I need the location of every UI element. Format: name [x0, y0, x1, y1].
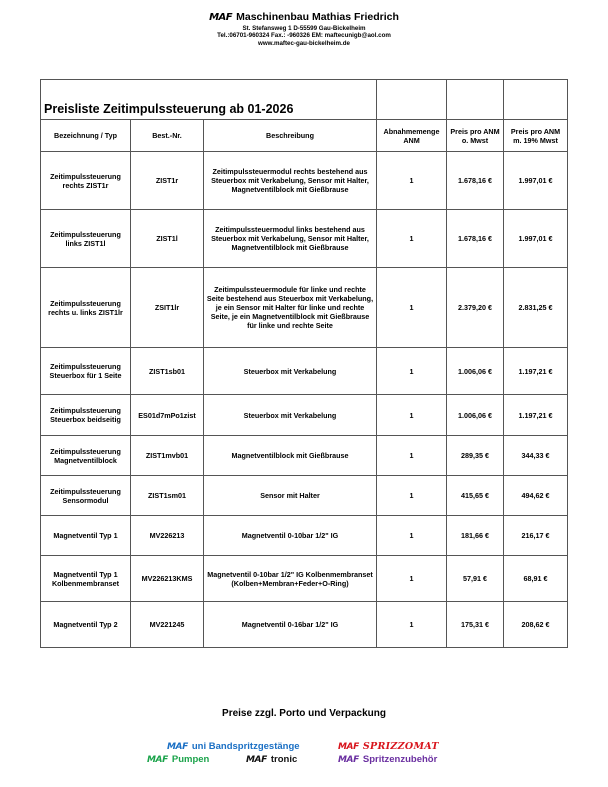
maf-logo: MAF	[246, 755, 267, 765]
cell-price-gross: 216,17 €	[504, 516, 568, 556]
cell-beschreibung: Magnetventil 0-10bar 1/2" IG Kolbenmembranset (Kolben+Membran+Feder+O-Ring)	[204, 556, 377, 602]
maf-logo: MAF	[338, 742, 359, 752]
table-title: Preisliste Zeitimpulssteuerung ab 01-2026	[41, 80, 377, 120]
table-row	[41, 348, 568, 395]
empty-cell	[377, 80, 447, 120]
brand-text: SPRIZZOMAT	[362, 741, 439, 752]
brand-spritzenzubehoer	[338, 754, 437, 765]
cell-price-net: 415,65 €	[447, 476, 504, 516]
cell-beschreibung: Steuerbox mit Verkabelung	[204, 348, 377, 395]
table-row	[41, 152, 568, 210]
brand-text: tronic	[270, 754, 298, 765]
cell-bestnr: ZIST1sb01	[131, 348, 204, 395]
cell-qty: 1	[377, 516, 447, 556]
cell-qty: 1	[377, 556, 447, 602]
company-name: Maschinenbau Mathias Friedrich	[236, 11, 399, 23]
cell-qty: 1	[377, 476, 447, 516]
cell-bezeichnung: Zeitimpulssteuerung Magnetventilblock	[41, 436, 131, 476]
cell-beschreibung: Zeitimpulssteuermodul links bestehend aus Steuerbox mit Verkabelung, Sensor mit Halter, Magnetventilblock mit Gießbrause	[204, 210, 377, 268]
brand-uni	[167, 741, 300, 752]
cell-beschreibung: Steuerbox mit Verkabelung	[204, 395, 377, 436]
cell-price-net: 1.006,06 €	[447, 395, 504, 436]
cell-qty: 1	[377, 602, 447, 648]
cell-bestnr: MV226213	[131, 516, 204, 556]
cell-qty: 1	[377, 268, 447, 348]
footer-note: Preise zzgl. Porto und Verpackung	[222, 708, 386, 719]
cell-price-gross: 2.831,25 €	[504, 268, 568, 348]
company-header	[0, 10, 608, 25]
cell-qty: 1	[377, 395, 447, 436]
brand-text: Pumpen	[171, 754, 210, 765]
table-row	[41, 210, 568, 268]
cell-bestnr: ZIST1sm01	[131, 476, 204, 516]
table-title-row	[41, 80, 568, 120]
cell-beschreibung: Zeitimpulssteuermodule für linke und rechte Seite bestehend aus Steuerbox mit Verkabelung, je ein Sensor mit Halter für linke und rechte Seite, je ein Magnetventilblock mit Gießbrause für linke und rechte Seite	[204, 268, 377, 348]
price-table	[40, 79, 568, 648]
table-row	[41, 395, 568, 436]
brand-text: uni Bandspritzgestänge	[191, 741, 300, 752]
cell-bestnr: ZIST1l	[131, 210, 204, 268]
cell-price-gross: 1.197,21 €	[504, 395, 568, 436]
cell-bezeichnung: Zeitimpulssteuerung links ZIST1l	[41, 210, 131, 268]
cell-bestnr: ES01d7mPo1zist	[131, 395, 204, 436]
table-row	[41, 476, 568, 516]
cell-price-net: 1.006,06 €	[447, 348, 504, 395]
cell-qty: 1	[377, 436, 447, 476]
cell-price-net: 2.379,20 €	[447, 268, 504, 348]
cell-price-gross: 494,62 €	[504, 476, 568, 516]
cell-price-gross: 1.997,01 €	[504, 210, 568, 268]
empty-cell	[447, 80, 504, 120]
cell-bestnr: ZIST1mvb01	[131, 436, 204, 476]
brand-text: Spritzenzubehör	[362, 754, 438, 765]
cell-bezeichnung: Zeitimpulssteuerung Steuerbox beidseitig	[41, 395, 131, 436]
table-header-row	[41, 120, 568, 152]
cell-beschreibung: Sensor mit Halter	[204, 476, 377, 516]
header-price-gross: Preis pro ANM m. 19% Mwst	[504, 120, 568, 152]
table-row	[41, 268, 568, 348]
cell-price-gross: 68,91 €	[504, 556, 568, 602]
cell-price-net: 175,31 €	[447, 602, 504, 648]
cell-bezeichnung: Zeitimpulssteuerung rechts u. links ZIST1lr	[41, 268, 131, 348]
cell-price-gross: 1.997,01 €	[504, 152, 568, 210]
cell-price-gross: 344,33 €	[504, 436, 568, 476]
cell-bezeichnung: Zeitimpulssteuerung rechts ZIST1r	[41, 152, 131, 210]
header-price-net: Preis pro ANM o. Mwst	[447, 120, 504, 152]
cell-bestnr: ZIST1r	[131, 152, 204, 210]
cell-bestnr: MV226213KMS	[131, 556, 204, 602]
header-abnahmemenge: Abnahmemenge ANM	[377, 120, 447, 152]
empty-cell	[504, 80, 568, 120]
header-bestnr: Best.-Nr.	[131, 120, 204, 152]
company-contact: Tel.:06701-960324 Fax.: -960326 EM: maftecunigb@aol.com	[217, 32, 391, 40]
brand-pumpen	[147, 754, 209, 765]
cell-qty: 1	[377, 152, 447, 210]
cell-price-net: 57,91 €	[447, 556, 504, 602]
table-row	[41, 602, 568, 648]
cell-bezeichnung: Magnetventil Typ 1	[41, 516, 131, 556]
maf-logo: MAF	[338, 755, 359, 765]
table-row	[41, 516, 568, 556]
cell-bestnr: ZSIT1lr	[131, 268, 204, 348]
maf-logo: MAF	[167, 742, 188, 752]
cell-bezeichnung: Zeitimpulssteuerung Sensormodul	[41, 476, 131, 516]
cell-bezeichnung: Zeitimpulssteuerung Steuerbox für 1 Seite	[41, 348, 131, 395]
header-bezeichnung: Bezeichnung / Typ	[41, 120, 131, 152]
header-beschreibung: Beschreibung	[204, 120, 377, 152]
cell-qty: 1	[377, 210, 447, 268]
table-row	[41, 556, 568, 602]
cell-qty: 1	[377, 348, 447, 395]
brand-sprizzomat	[338, 741, 439, 752]
cell-price-gross: 1.197,21 €	[504, 348, 568, 395]
cell-bezeichnung: Magnetventil Typ 2	[41, 602, 131, 648]
company-address: St. Stefansweg 1 D-55599 Gau-Bickelheim	[242, 25, 366, 32]
cell-beschreibung: Magnetventil 0-10bar 1/2" IG	[204, 516, 377, 556]
cell-price-gross: 208,62 €	[504, 602, 568, 648]
table-row	[41, 436, 568, 476]
cell-bezeichnung: Magnetventil Typ 1 Kolbenmembranset	[41, 556, 131, 602]
maf-logo: MAF	[209, 12, 233, 23]
cell-beschreibung: Magnetventil 0-16bar 1/2" IG	[204, 602, 377, 648]
cell-beschreibung: Magnetventilblock mit Gießbrause	[204, 436, 377, 476]
letterhead	[0, 10, 608, 47]
cell-bestnr: MV221245	[131, 602, 204, 648]
company-web: www.maftec-gau-bickelheim.de	[258, 39, 350, 47]
cell-price-net: 181,66 €	[447, 516, 504, 556]
cell-price-net: 1.678,16 €	[447, 152, 504, 210]
brand-tronic	[246, 754, 297, 765]
cell-price-net: 289,35 €	[447, 436, 504, 476]
maf-logo: MAF	[147, 755, 168, 765]
cell-beschreibung: Zeitimpulssteuermodul rechts bestehend aus Steuerbox mit Verkabelung, Sensor mit Halter, Magnetventilblock mit Gießbrause	[204, 152, 377, 210]
cell-price-net: 1.678,16 €	[447, 210, 504, 268]
